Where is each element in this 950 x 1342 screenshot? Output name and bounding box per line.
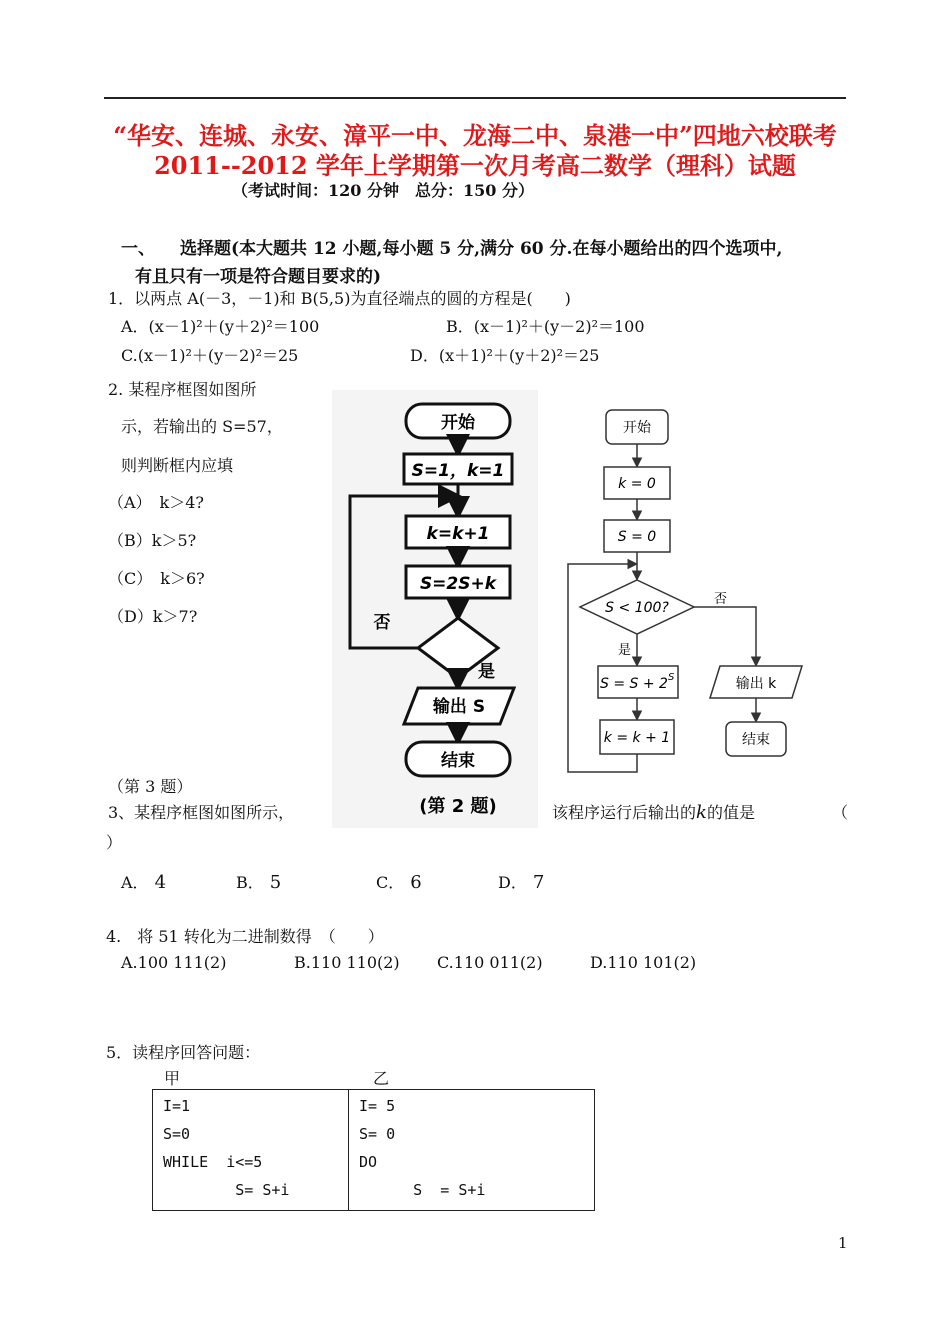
- q3-stem-var: k: [696, 802, 707, 823]
- top-rule: [104, 97, 846, 99]
- q4-option-a: A.100 111(2): [121, 953, 227, 972]
- q3-option-b: [236, 870, 281, 893]
- q3-paren-open: （: [832, 803, 849, 822]
- q5-program-yi: [349, 1090, 595, 1211]
- q3-option-d-value: 7: [532, 872, 545, 893]
- q3-stem-left: 3、某程序框图如图所示，: [108, 803, 295, 822]
- q3-stem-text: 该程序运行后输出的: [552, 803, 697, 822]
- q3-option-b-value: 5: [269, 872, 282, 893]
- q3-option-b-label: B．: [236, 873, 264, 892]
- q4-option-c: C.110 011(2): [437, 953, 543, 972]
- title-line-1: “华安、连城、永安、漳平一中、龙海二中、泉港一中”四地六校联考: [113, 121, 837, 150]
- q5-stem: 5．读程序回答问题：: [106, 1043, 261, 1062]
- section-title-line-2: 有且只有一项是符合题目要求的): [135, 267, 382, 287]
- q2-option-a: （A） k＞4?: [108, 493, 205, 512]
- q3-option-a-label: A．: [121, 873, 149, 892]
- q4-option-b: B.110 110(2): [294, 953, 400, 972]
- q3-option-c-value: 6: [410, 872, 422, 893]
- code-line: WHILE i<=5: [163, 1153, 263, 1171]
- page-number: 1: [838, 1234, 848, 1252]
- flow2-update-k: k = k + 1: [603, 730, 671, 746]
- flow1-step1: k=k+1: [426, 524, 490, 544]
- flow2-k0: k = 0: [618, 476, 656, 492]
- q1-option-b: B．(x－1)²＋(y－2)²＝100: [446, 317, 645, 336]
- q5-col2-label: 乙: [373, 1069, 390, 1088]
- q1-option-c: C.(x－1)²＋(y－2)²＝25: [121, 346, 299, 365]
- flow2-end: 结束: [742, 732, 770, 748]
- q4-option-d: D.110 101(2): [590, 953, 697, 972]
- flow2-no: 否: [714, 592, 728, 607]
- flow2-start: 开始: [623, 420, 651, 436]
- code-line: DO: [359, 1153, 378, 1171]
- q2-stem-line-2: 示，若输出的 S=57，: [121, 417, 283, 436]
- flow2-output: 输出 k: [735, 676, 777, 692]
- q3-stem-tail: 的值是: [706, 803, 755, 822]
- code-line: S= S+i: [163, 1181, 290, 1199]
- flow1-step2: S=2S+k: [419, 574, 497, 594]
- flow1-no: 否: [373, 613, 391, 633]
- q3-option-d: [498, 870, 544, 893]
- q5-program-jia: [153, 1090, 349, 1211]
- flow2-yes: 是: [618, 643, 632, 658]
- flow2-update-s: S = S + 2: [600, 676, 668, 692]
- flow1-init: S=1，k=1: [411, 461, 505, 481]
- q2-stem-line-3: 则判断框内应填: [121, 456, 234, 475]
- q3-option-a-value: 4: [154, 872, 167, 893]
- code-line: S=0: [163, 1125, 191, 1143]
- q3-figure-label: （第 3 题）: [108, 777, 193, 796]
- q5-col1-label: 甲: [164, 1069, 181, 1088]
- q3-paren-close: ）: [106, 833, 123, 852]
- flow1-yes: 是: [478, 662, 495, 682]
- flow1-end: 结束: [441, 751, 475, 771]
- section-title-line-1: 选择题(本大题共 12 小题,每小题 5 分,满分 60 分.在每小题给出的四个选项中,: [180, 239, 783, 259]
- code-line: S = S+i: [359, 1181, 486, 1199]
- q5-program-table: [152, 1089, 595, 1211]
- flow1-caption: (第 2 题): [419, 796, 497, 817]
- q2-stem-line-1: 2. 某程序框图如图所: [108, 380, 257, 399]
- title-line-2: 2011--2012 学年上学期第一次月考高二数学（理科）试题: [154, 151, 796, 180]
- q4-stem: 4. 将 51 转化为二进制数得 （ ）: [106, 927, 384, 946]
- code-line: I=1: [163, 1097, 191, 1115]
- q3-option-c-label: C．: [376, 873, 405, 892]
- flow1-output: 输出 S: [432, 697, 486, 717]
- q2-option-c: （C） k＞6?: [108, 569, 205, 588]
- code-line: S= 0: [359, 1125, 396, 1143]
- flow2-update-s-sup: S: [668, 672, 675, 683]
- q3-option-d-label: D．: [498, 873, 527, 892]
- exam-info: （考试时间：120 分钟 总分：150 分）: [232, 181, 534, 200]
- flowchart-q2: [330, 388, 540, 830]
- q2-option-b: （B）k＞5?: [108, 531, 197, 550]
- q3-option-a: [121, 870, 166, 893]
- flow1-start: 开始: [441, 413, 475, 433]
- flow2-s0: S = 0: [617, 529, 657, 545]
- q3-stem-right: [552, 800, 755, 823]
- q1-stem: 1．以两点 A(－3，－1)和 B(5,5)为直径端点的圆的方程是( ): [108, 289, 571, 308]
- flowchart-q3: [560, 398, 830, 778]
- flow2-cond: S < 100?: [605, 600, 669, 616]
- q1-option-d: D．(x＋1)²＋(y＋2)²＝25: [410, 346, 600, 365]
- code-line: I= 5: [359, 1097, 396, 1115]
- q3-option-c: [376, 870, 422, 893]
- section-number: 一、: [121, 239, 155, 259]
- q2-option-d: （D）k＞7?: [108, 607, 198, 626]
- q1-option-a: A．(x－1)²＋(y＋2)²＝100: [121, 317, 320, 336]
